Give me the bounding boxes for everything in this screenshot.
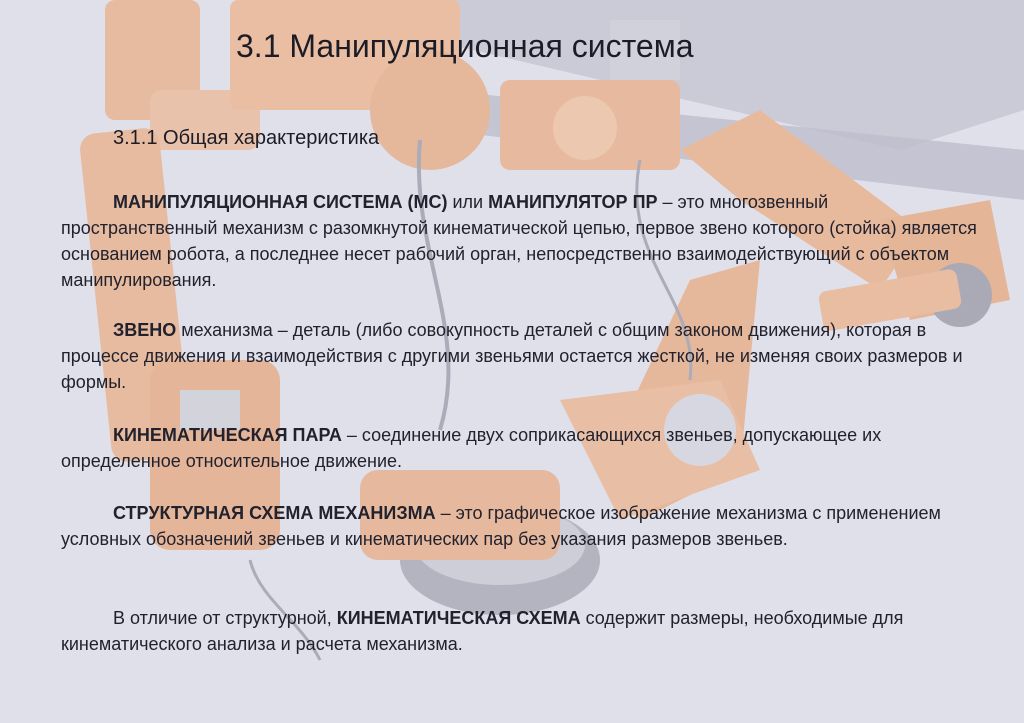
definition-text: – соединение двух соприкасающихся звеньев, допускающее их определенное относительное движение.	[61, 425, 882, 471]
definition-text: – это графическое изображение механизма с применением условных обозначений звеньев и кинематических пар без указания размеров звеньев.	[61, 503, 941, 549]
slide-title: 3.1 Манипуляционная система	[236, 28, 694, 64]
term: СТРУКТУРНАЯ СХЕМА МЕХАНИЗМА	[113, 503, 436, 523]
term: МАНИПУЛЯЦИОННАЯ СИСТЕМА (МС)	[113, 192, 448, 212]
connector-text: или	[447, 192, 489, 212]
paragraph-structural-scheme	[61, 500, 981, 552]
term: КИНЕМАТИЧЕСКАЯ СХЕМА	[336, 608, 581, 628]
paragraph-kinematic-pair	[61, 422, 981, 474]
definition-text: механизма – деталь (либо совокупность деталей с общим законом движения), которая в процессе движения и взаимодействия с другими звеньями остается жесткой, не изменяя своих размеров и формы.	[61, 320, 963, 392]
term: ЗВЕНО	[113, 320, 177, 340]
term: КИНЕМАТИЧЕСКАЯ ПАРА	[113, 425, 342, 445]
paragraph-link	[61, 317, 981, 395]
paragraph-manipulation-system	[61, 189, 981, 293]
slide-subtitle: 3.1.1 Общая характеристика	[113, 127, 380, 149]
term: МАНИПУЛЯТОР ПР	[488, 192, 658, 212]
paragraph-kinematic-scheme	[61, 605, 981, 657]
definition-text: – это многозвенный пространственный механизм с разомкнутой кинематической цепью, первое звено которого (стойка) является основанием робота, а последнее несет рабочий орган, непосредственно взаимодействующий с объектом манипулирования.	[61, 192, 977, 290]
definition-text: содержит размеры, необходимые для кинематического анализа и расчета механизма.	[61, 608, 904, 654]
prefix-text: В отличие от структурной,	[113, 608, 337, 628]
